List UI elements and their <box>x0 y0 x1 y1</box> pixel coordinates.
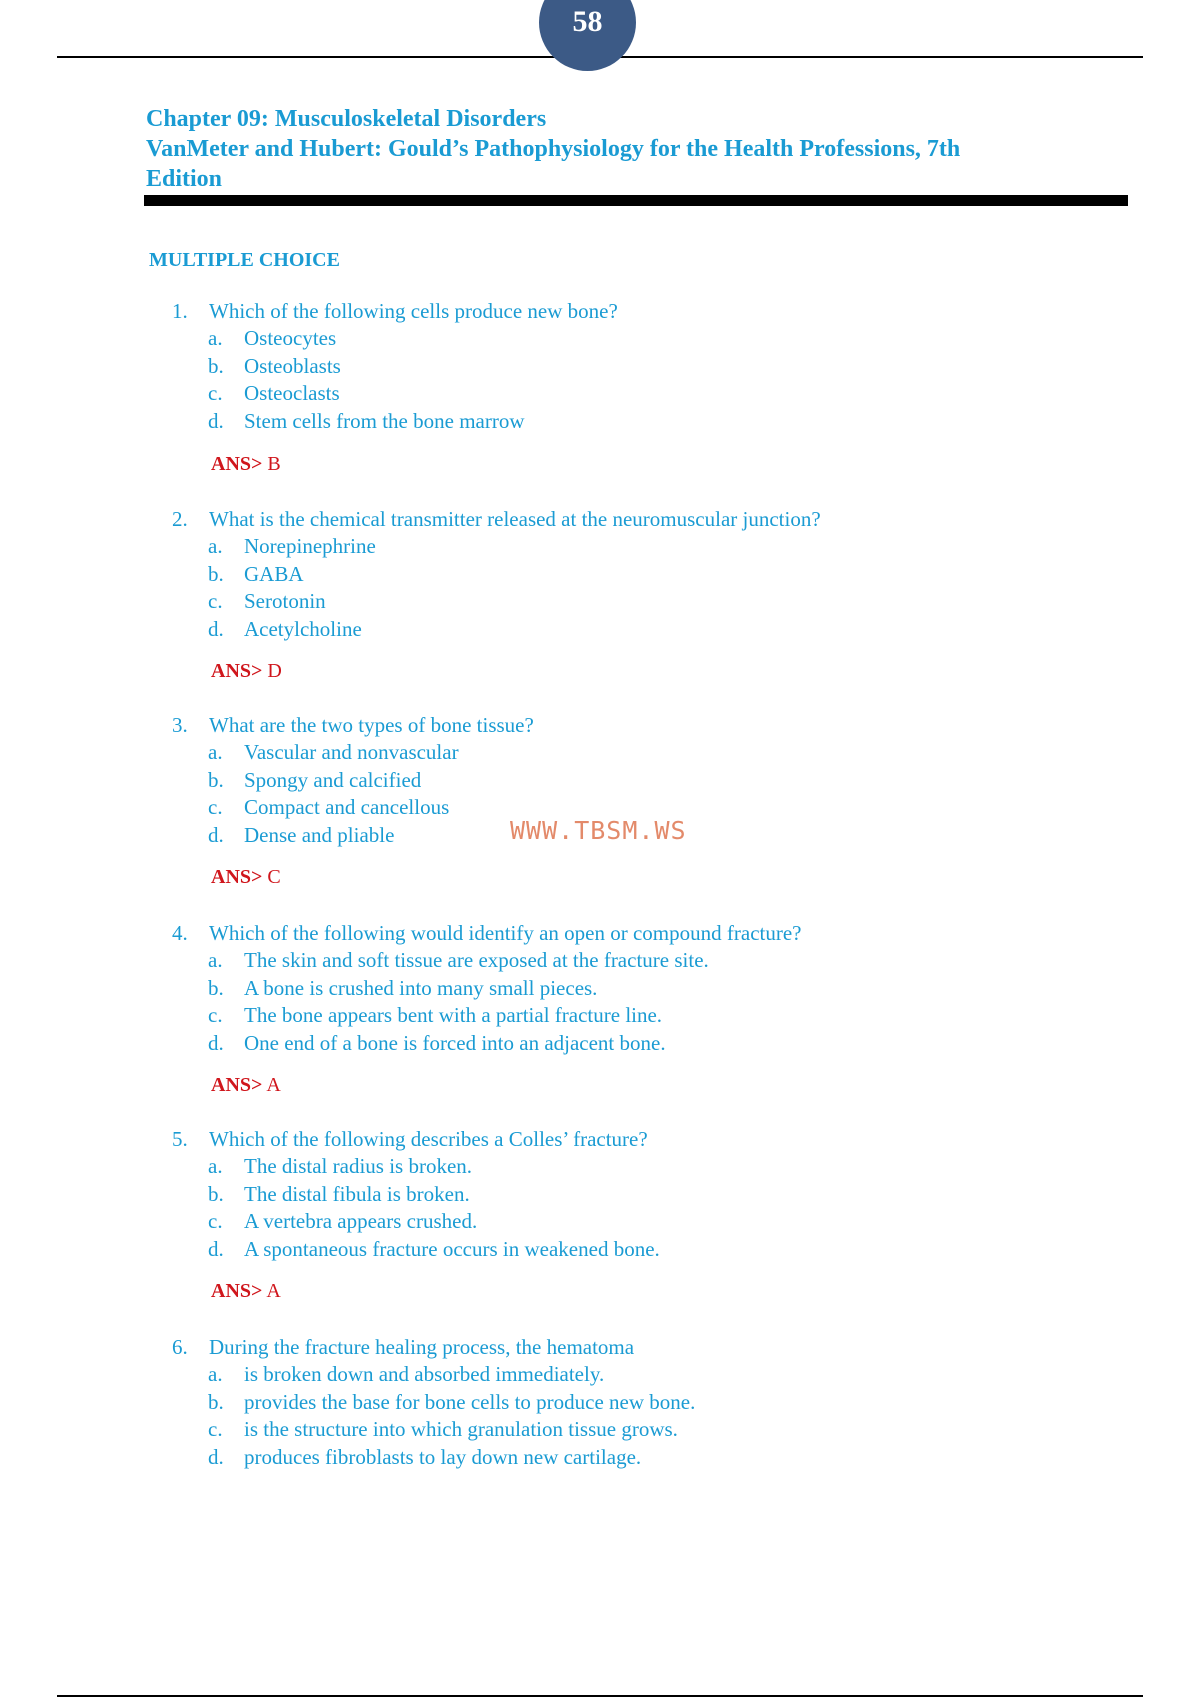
option-text: provides the base for bone cells to produce new bone. <box>244 1389 696 1414</box>
question-number: 4. <box>172 921 188 945</box>
question-number: 1. <box>172 299 188 323</box>
option-letter: b. <box>208 1389 224 1414</box>
answer-label: ANS> <box>211 866 263 888</box>
option-text: Osteoclasts <box>244 381 340 405</box>
book-edition: Edition <box>146 166 223 192</box>
option-d <box>208 1030 802 1058</box>
option-text: Stem cells from the bone marrow <box>244 408 525 433</box>
option-text: Spongy and calcified <box>244 767 422 792</box>
option-text: The distal radius is broken. <box>244 1154 473 1178</box>
option-b <box>208 1389 695 1417</box>
answer-label: ANS> <box>211 453 263 475</box>
option-c <box>208 588 821 616</box>
option-text: Osteoblasts <box>244 353 341 378</box>
option-letter: c. <box>208 381 223 405</box>
option-text: Vascular and nonvascular <box>244 740 459 764</box>
option-letter: d. <box>208 1030 224 1055</box>
answer-1 <box>211 453 281 476</box>
option-letter: c. <box>208 1209 223 1233</box>
question-2 <box>172 506 821 643</box>
option-text: The distal fibula is broken. <box>244 1181 470 1206</box>
option-c <box>208 1416 695 1444</box>
question-stem: What is the chemical transmitter released at the neuromuscular junction? <box>209 507 821 531</box>
option-letter: d. <box>208 822 224 847</box>
option-letter: c. <box>208 589 223 613</box>
question-3 <box>172 712 534 849</box>
option-text: Norepinephrine <box>244 534 376 558</box>
answer-2 <box>211 660 282 683</box>
option-b <box>208 353 618 381</box>
option-letter: a. <box>208 740 223 764</box>
question-number: 5. <box>172 1127 188 1151</box>
option-letter: c. <box>208 1417 223 1441</box>
option-text: is the structure into which granulation tissue grows. <box>244 1417 678 1441</box>
answer-label: ANS> <box>211 1074 263 1096</box>
option-text: Acetylcholine <box>244 616 362 641</box>
option-letter: c. <box>208 795 223 819</box>
question-stem: Which of the following cells produce new bone? <box>209 299 618 323</box>
page-number-badge <box>539 0 636 71</box>
option-c <box>208 380 618 408</box>
section-title: MULTIPLE CHOICE <box>149 249 340 271</box>
option-d <box>208 616 821 644</box>
option-text: produces fibroblasts to lay down new cartilage. <box>244 1444 642 1469</box>
option-c <box>208 1002 802 1030</box>
answer-value: B <box>267 453 281 475</box>
option-letter: c. <box>208 1003 223 1027</box>
book-title: VanMeter and Hubert: Gould’s Pathophysiology for the Health Professions, 7th <box>146 136 961 162</box>
option-a <box>208 1361 695 1389</box>
answer-label: ANS> <box>211 1280 263 1302</box>
question-5 <box>172 1126 660 1263</box>
option-b <box>208 561 821 589</box>
answer-value: C <box>267 866 281 888</box>
option-b <box>208 975 802 1003</box>
question-number: 2. <box>172 507 188 531</box>
question-stem: What are the two types of bone tissue? <box>209 713 534 737</box>
option-text: A spontaneous fracture occurs in weakened bone. <box>244 1236 660 1261</box>
option-a <box>208 739 534 767</box>
answer-3 <box>211 866 281 889</box>
question-stem: During the fracture healing process, the hematoma <box>209 1335 635 1359</box>
question-number: 6. <box>172 1335 188 1359</box>
option-letter: b. <box>208 767 224 792</box>
chapter-header <box>146 104 1066 194</box>
option-text: Compact and cancellous <box>244 795 450 819</box>
option-text: A vertebra appears crushed. <box>244 1209 478 1233</box>
option-text: One end of a bone is forced into an adjacent bone. <box>244 1030 666 1055</box>
option-text: Serotonin <box>244 589 326 613</box>
watermark-text: WWW.TBSM.WS <box>510 816 687 845</box>
answer-4 <box>211 1074 281 1097</box>
answer-value: A <box>266 1074 281 1096</box>
option-c <box>208 1208 660 1236</box>
chapter-title: Chapter 09: Musculoskeletal Disorders <box>146 106 547 132</box>
option-letter: b. <box>208 353 224 378</box>
bottom-rule <box>57 1695 1143 1697</box>
page-number: 58 <box>572 5 603 38</box>
option-letter: d. <box>208 616 224 641</box>
option-text: is broken down and absorbed immediately. <box>244 1362 605 1386</box>
option-letter: a. <box>208 326 223 350</box>
option-b <box>208 767 534 795</box>
option-c <box>208 794 534 822</box>
question-stem: Which of the following describes a Colles’ fracture? <box>209 1127 648 1151</box>
option-d <box>208 408 618 436</box>
question-4 <box>172 920 802 1057</box>
option-letter: b. <box>208 975 224 1000</box>
option-a <box>208 1153 660 1181</box>
header-divider <box>144 195 1128 206</box>
option-letter: d. <box>208 1444 224 1469</box>
option-letter: a. <box>208 534 223 558</box>
question-number: 3. <box>172 713 188 737</box>
answer-5 <box>211 1280 281 1303</box>
question-1 <box>172 298 618 435</box>
option-text: The skin and soft tissue are exposed at the fracture site. <box>244 948 709 972</box>
option-letter: a. <box>208 1154 223 1178</box>
question-6 <box>172 1334 695 1471</box>
option-a <box>208 533 821 561</box>
question-stem: Which of the following would identify an open or compound fracture? <box>209 921 802 945</box>
option-d <box>208 1236 660 1264</box>
option-letter: a. <box>208 1362 223 1386</box>
option-letter: d. <box>208 408 224 433</box>
option-letter: a. <box>208 948 223 972</box>
option-a <box>208 325 618 353</box>
option-text: A bone is crushed into many small pieces. <box>244 975 598 1000</box>
answer-value: A <box>266 1280 281 1302</box>
option-d <box>208 1444 695 1472</box>
answer-label: ANS> <box>211 660 263 682</box>
option-b <box>208 1181 660 1209</box>
option-letter: b. <box>208 1181 224 1206</box>
option-text: GABA <box>244 561 304 586</box>
option-letter: b. <box>208 561 224 586</box>
option-text: Osteocytes <box>244 326 337 350</box>
option-a <box>208 947 802 975</box>
option-text: Dense and pliable <box>244 822 395 847</box>
option-d <box>208 822 534 850</box>
option-text: The bone appears bent with a partial fracture line. <box>244 1003 663 1027</box>
answer-value: D <box>267 660 282 682</box>
option-letter: d. <box>208 1236 224 1261</box>
